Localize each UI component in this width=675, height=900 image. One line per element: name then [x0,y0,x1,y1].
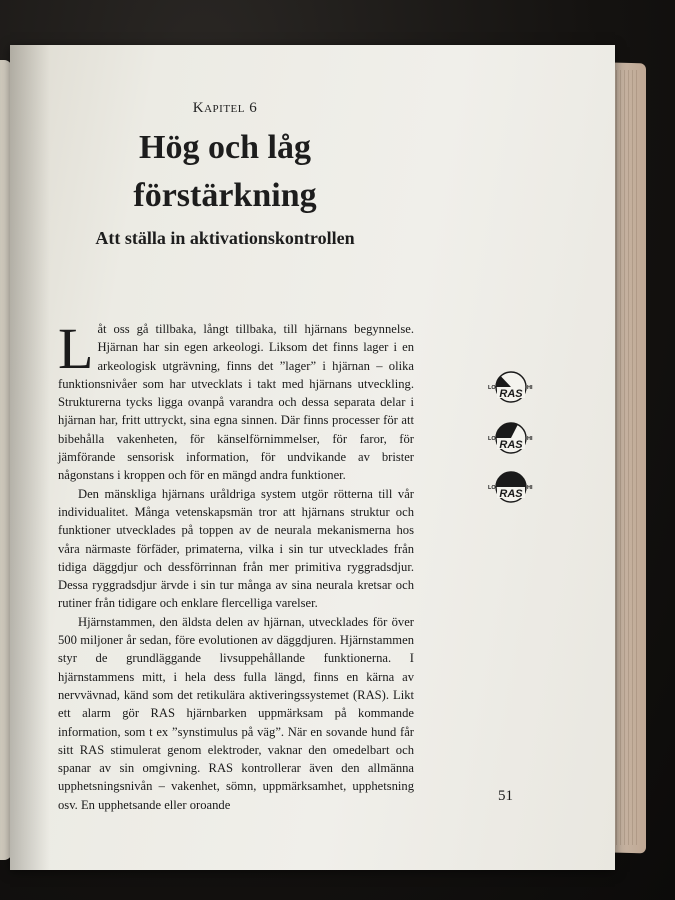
body-text [58,316,414,814]
page-number: 51 [498,788,513,804]
chapter-title [60,124,390,220]
ras-lo-label: LO [488,436,496,442]
ras-hi-label: HI [527,485,533,491]
gutter-shadow [10,45,50,870]
drop-cap: L [58,316,94,381]
ras-label: RAS [499,439,523,451]
ras-dial [488,423,533,453]
ras-dial [488,372,533,402]
ras-dial-high-icon [485,465,537,503]
ras-label: RAS [499,388,523,400]
ras-dial [488,472,533,502]
paragraph-3: Hjärnstammen, den äldsta delen av hjärnan, utvecklades för över 500 miljoner år sedan, före evolutionen av däggdjuren. Hjärnstammen styr de grundläggande livsuppehållande funktionerna. I hjärnstammens mitt, i hela dess fulla längd, finns en kärna av nervvävnad, känd som det retikulära aktiveringssystemet (RAS). Likt ett alarm gör RAS hjärnbarken uppmärksam på kommande information, som t ex ”synstimulus på väg”. När en sovande hund får sitt RAS stimulerat genom elektroder, vaknar den omedelbart och spanar av sin omgivning. RAS kontrollerar även den allmänna upphetsningsnivån – vakenhet, sömn, uppmärksamhet, upphetsning osv. En upphetsande eller oroande [58,614,414,812]
paragraph-1-text: åt oss gå tillbaka, långt tillbaka, till hjärnans begynnelse. Hjärnan har sin egen arkeologi. Liksom det finns lager i en arkeologisk utgrävning, finns det ”lager” i hjärnan – olika funktionsnivåer som har utvecklats i takt med hjärnans utveckling. Strukturerna tycks ligga ovanpå varandra och dessa separata delar i hjärnan har, fritt uttryckt, sina egna sinnen. Där finns processer för att bibehålla vakenheten, för känselförnimmelser, för faror, för jämförande sensorisk information, för undvikande av brister någonstans i kroppen och för en mängd andra funktioner. [58,322,414,483]
paragraph-1 [58,316,414,485]
ras-lo-label: LO [488,485,496,491]
paragraph-2: Den mänskliga hjärnans uråldriga system utgör rötterna till vår individualitet. Många vetenskapsmän tror att hjärnans struktur och funktioner utvecklades på toppen av de neurala mekanismerna hos våra närmaste förfäder, primaterna, vilka i sin tur utvecklades från tidiga däggdjur och dessförrinnan från mer primitiva ryggradsdjur. Dessa ryggradsdjur ärvde i sin tur många av sina neurala kretsar och rutiner från tidigare och enklare flercelliga varelser. [58,486,414,611]
ras-hi-label: HI [527,385,533,391]
chapter-title-line2: förstärkning [133,177,317,214]
ras-hi-label: HI [527,436,533,442]
ras-dial-mid-icon [485,416,537,454]
chapter-label: Kapitel 6 [192,100,258,116]
ras-lo-label: LO [488,385,496,391]
ras-label: RAS [499,488,523,500]
chapter-subtitle: Att ställa in aktivationskontrollen [95,228,355,248]
ras-dial-low-icon [485,365,537,403]
chapter-title-line1: Hög och låg [139,129,311,166]
